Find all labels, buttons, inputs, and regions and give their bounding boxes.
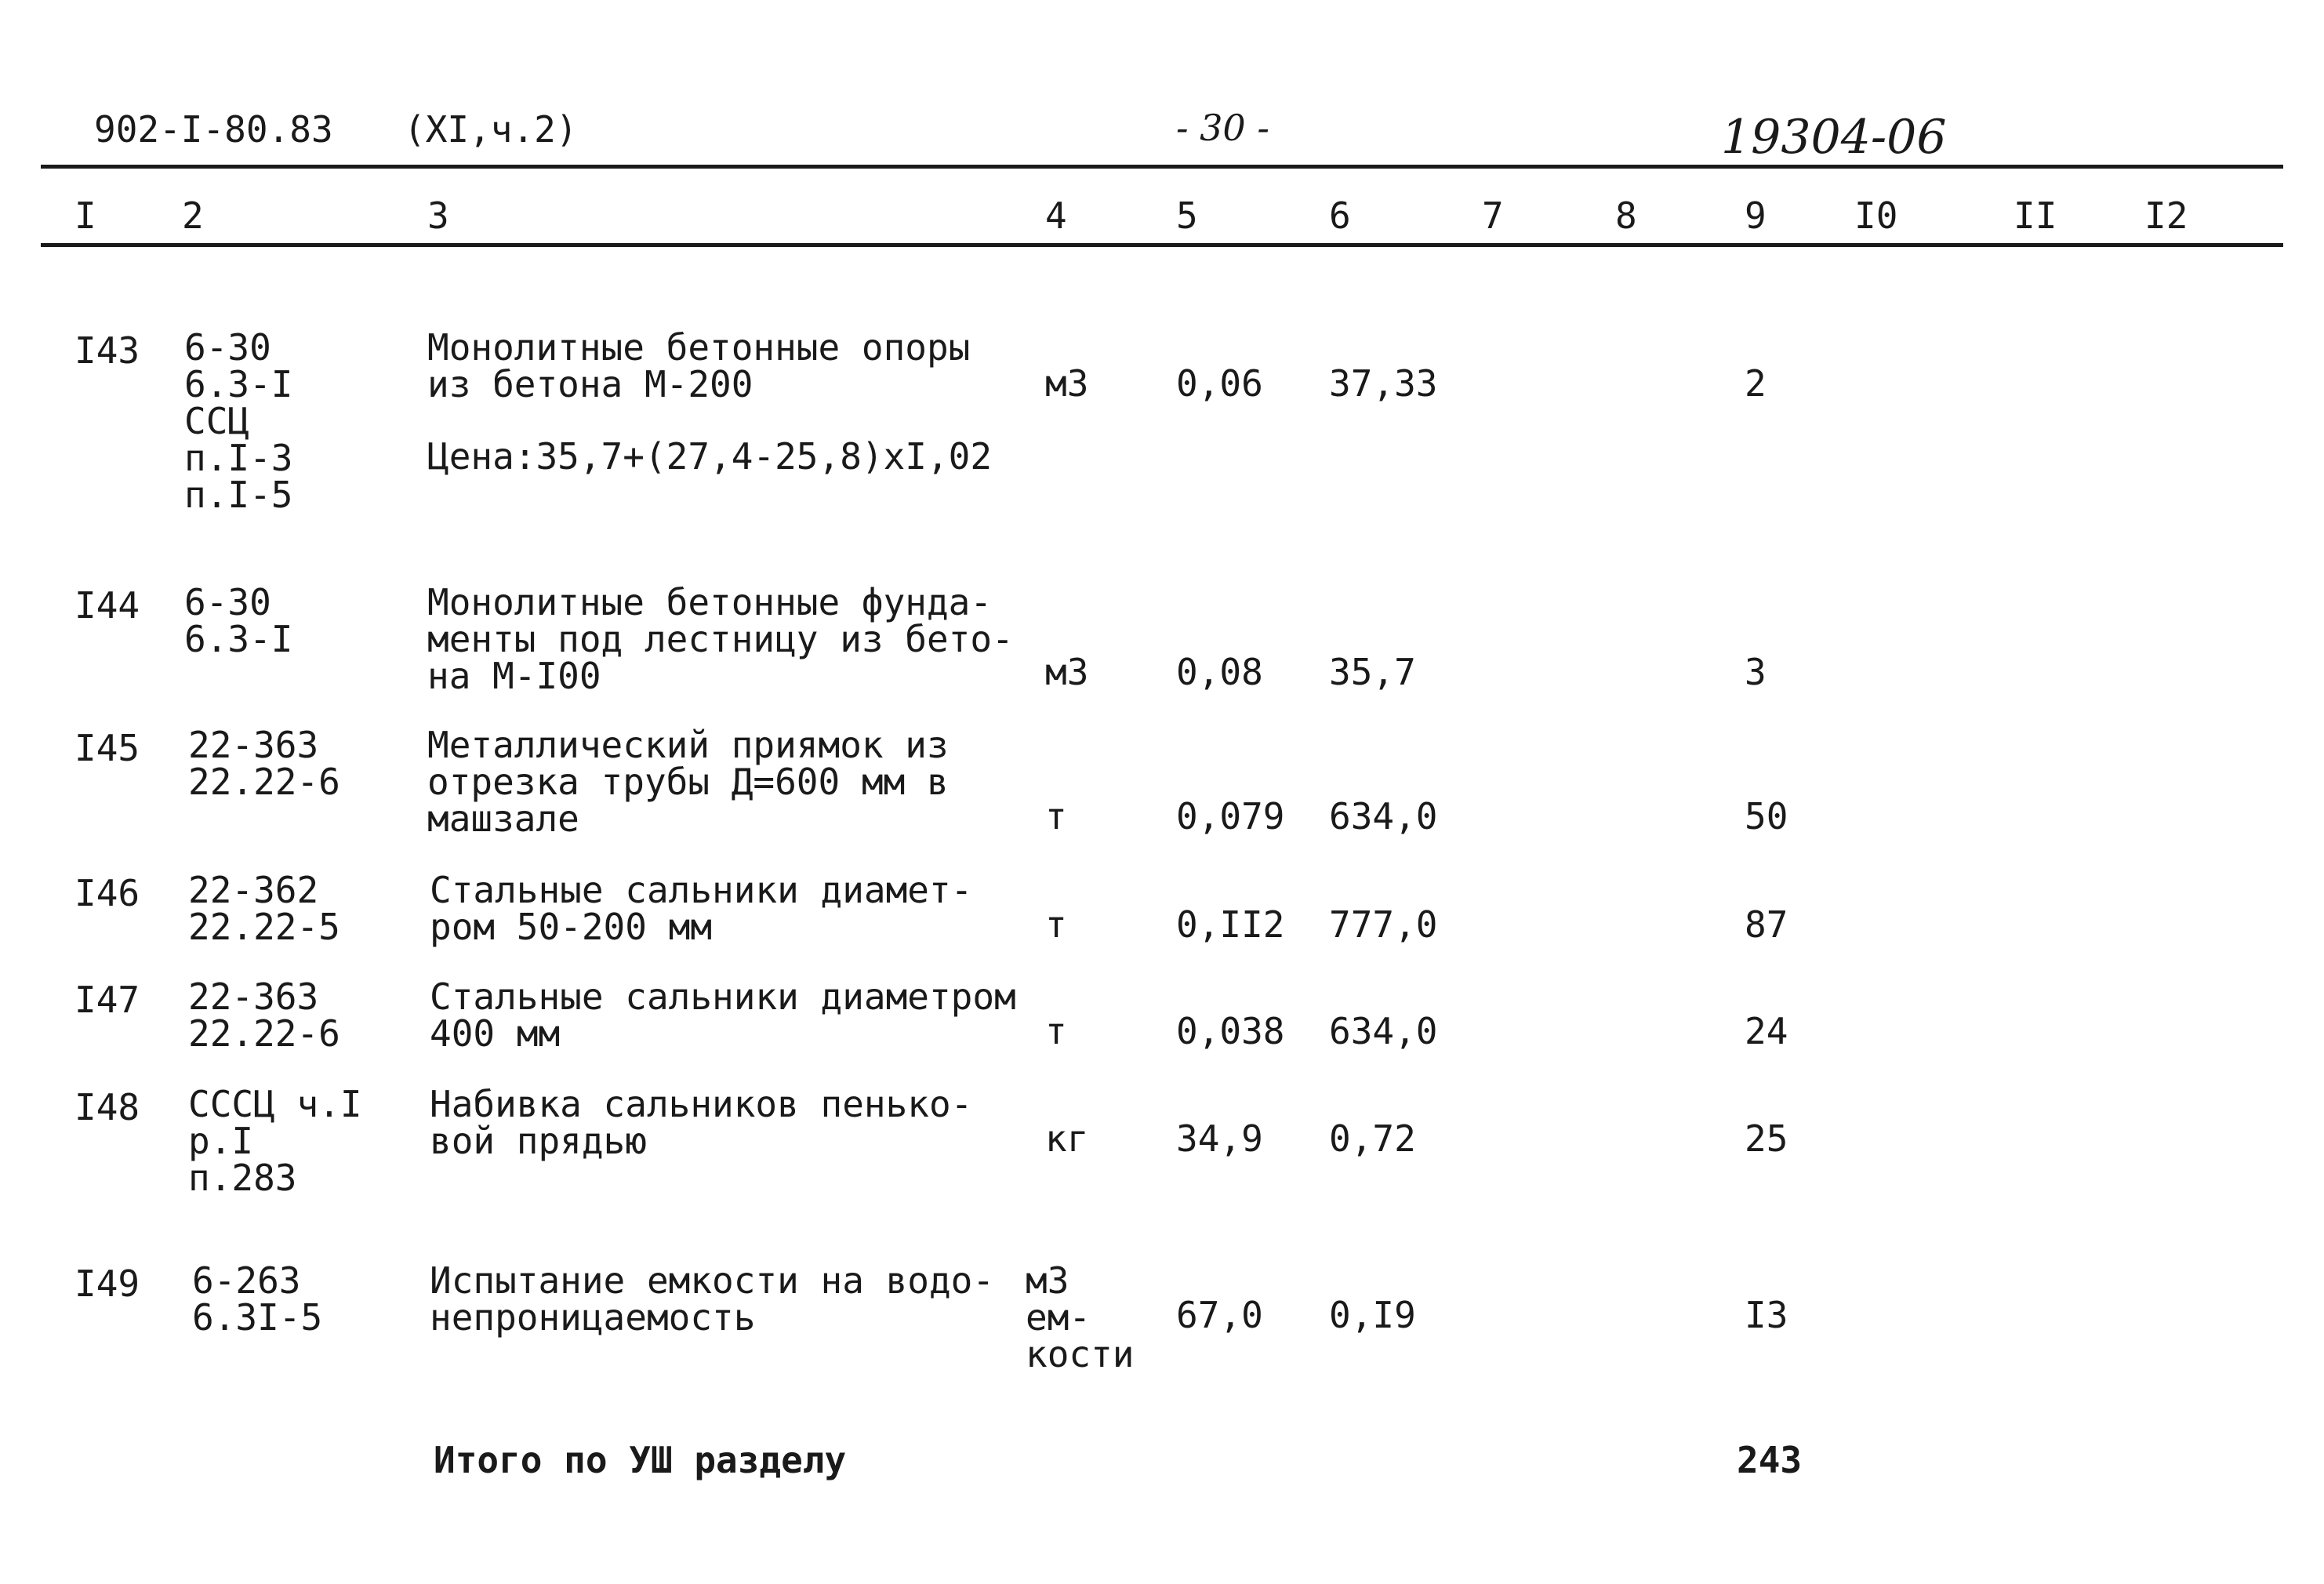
row-total: 50	[1745, 795, 1788, 837]
row-quantity: 0,08	[1176, 651, 1263, 693]
row-total: 2	[1745, 362, 1767, 405]
row-unit: м3 ем- кости	[1026, 1259, 1135, 1375]
row-description: Стальные сальники диаметром 400 мм	[430, 975, 1016, 1055]
column-header-11: II	[2014, 194, 2057, 237]
document-part: (XI,ч.2)	[404, 108, 578, 151]
document-code: 902-I-80.83	[94, 108, 333, 151]
row-quantity: 0,II2	[1176, 903, 1285, 946]
summary-label: Итого по УШ разделу	[434, 1439, 847, 1481]
header-bottom-rule	[41, 243, 2283, 247]
row-price: 634,0	[1329, 1010, 1438, 1052]
row-unit: м3	[1045, 651, 1089, 693]
row-description: Испытание емкости на водо- непроницаемость	[430, 1259, 995, 1339]
column-header-7: 7	[1482, 194, 1504, 237]
row-price: 37,33	[1329, 362, 1438, 405]
row-quantity: 67,0	[1176, 1294, 1263, 1336]
row-number: I43	[74, 329, 140, 372]
inventory-number: 19304-06	[1721, 110, 1947, 165]
row-price: 0,I9	[1329, 1294, 1416, 1336]
row-total: 25	[1745, 1117, 1788, 1160]
row-unit: м3	[1045, 362, 1089, 405]
row-reference: СССЦ ч.I р.I п.283	[188, 1083, 362, 1199]
column-header-6: 6	[1329, 194, 1351, 237]
row-total: 24	[1745, 1010, 1788, 1052]
page-number: - 30 -	[1176, 107, 1269, 149]
header-top-rule	[41, 165, 2283, 169]
column-header-9: 9	[1745, 194, 1767, 237]
row-description: Монолитные бетонные опоры из бетона М-200	[427, 326, 971, 405]
row-price-note: Цена:35,7+(27,4-25,8)xI,02	[427, 435, 993, 478]
row-quantity: 34,9	[1176, 1117, 1263, 1160]
row-total: 87	[1745, 903, 1788, 946]
row-price: 0,72	[1329, 1117, 1416, 1160]
column-header-12: I2	[2144, 194, 2188, 237]
column-header-4: 4	[1045, 194, 1067, 237]
row-number: I44	[74, 584, 140, 627]
summary-value: 243	[1737, 1439, 1803, 1481]
row-description: Металлический приямок из отрезка трубы Д=600 мм в машзале	[427, 724, 949, 840]
row-number: I47	[74, 979, 140, 1021]
column-header-1: I	[74, 194, 96, 237]
row-quantity: 0,079	[1176, 795, 1285, 837]
row-quantity: 0,06	[1176, 362, 1263, 405]
row-price: 35,7	[1329, 651, 1416, 693]
row-description: Набивка сальников пенько- вой прядью	[430, 1083, 973, 1162]
row-reference: 6-30 6.3-I ССЦ п.I-3 п.I-5	[184, 326, 293, 516]
row-description: Монолитные бетонные фунда- менты под лестницу из бето- на М-I00	[427, 581, 1014, 697]
row-reference: 6-30 6.3-I	[184, 581, 293, 660]
row-unit: кг	[1045, 1117, 1089, 1160]
row-number: I48	[74, 1086, 140, 1128]
row-quantity: 0,038	[1176, 1010, 1285, 1052]
row-price: 777,0	[1329, 903, 1438, 946]
row-unit: т	[1045, 903, 1067, 946]
column-header-2: 2	[182, 194, 204, 237]
row-reference: 22-362 22.22-5	[188, 869, 340, 948]
row-number: I46	[74, 872, 140, 914]
row-total: 3	[1745, 651, 1767, 693]
row-description: Стальные сальники диамет- ром 50-200 мм	[430, 869, 973, 948]
row-number: I49	[74, 1262, 140, 1305]
row-unit: т	[1045, 1010, 1067, 1052]
row-unit: т	[1045, 795, 1067, 837]
row-reference: 22-363 22.22-6	[188, 975, 340, 1055]
row-number: I45	[74, 727, 140, 769]
row-reference: 22-363 22.22-6	[188, 724, 340, 803]
column-header-5: 5	[1176, 194, 1198, 237]
row-reference: 6-263 6.3I-5	[192, 1259, 323, 1339]
column-header-8: 8	[1615, 194, 1637, 237]
row-total: I3	[1745, 1294, 1788, 1336]
row-price: 634,0	[1329, 795, 1438, 837]
column-header-3: 3	[427, 194, 449, 237]
column-header-10: I0	[1854, 194, 1898, 237]
